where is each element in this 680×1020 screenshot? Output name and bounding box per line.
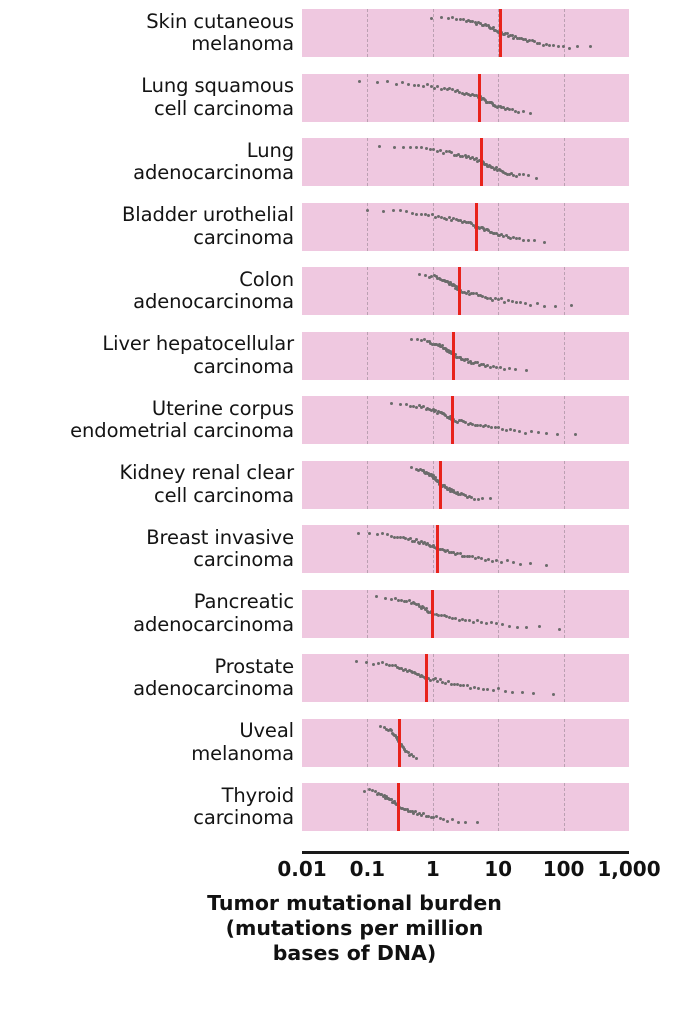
tumor-point: [420, 213, 423, 216]
tumor-point: [402, 146, 405, 149]
series-panel: [302, 590, 629, 638]
tumor-point: [422, 85, 425, 88]
gridline: [564, 525, 566, 573]
cancer-type-label: [0, 462, 302, 507]
median-line: [475, 203, 478, 251]
series-panel: [302, 332, 629, 380]
tumor-point: [527, 174, 530, 177]
tumor-point: [513, 429, 516, 432]
tumor-point: [508, 625, 511, 628]
tumor-point: [418, 273, 421, 276]
gridline: [498, 783, 500, 831]
cancer-type-label: [0, 269, 302, 314]
tumor-point: [407, 83, 410, 86]
gridline: [564, 332, 566, 380]
gridline: [367, 590, 369, 638]
tumor-point: [574, 433, 577, 436]
tumor-point: [570, 304, 573, 307]
tumor-point: [412, 755, 415, 758]
cancer-type-label-line: Liver hepatocellular: [102, 332, 294, 356]
tumor-point: [432, 148, 435, 151]
gridline: [564, 9, 566, 57]
cancer-type-row: [0, 396, 680, 444]
tumor-point: [495, 366, 498, 369]
median-line: [397, 783, 400, 831]
tumor-point: [399, 209, 402, 212]
x-axis-title-line: Tumor mutational burden: [207, 890, 502, 915]
tumor-point: [454, 617, 457, 620]
series-panel: [302, 783, 629, 831]
cancer-type-label: [0, 398, 302, 443]
tumor-point: [382, 210, 385, 213]
series-panel: [302, 396, 629, 444]
gridline: [564, 783, 566, 831]
cancer-type-label-line: adenocarcinoma: [133, 612, 294, 636]
gridline: [564, 590, 566, 638]
gridline: [498, 719, 500, 767]
tumor-point: [363, 790, 366, 793]
series-panel: [302, 719, 629, 767]
gridline: [498, 654, 500, 702]
cancer-type-label-line: carcinoma: [193, 225, 294, 249]
tumor-point: [499, 366, 502, 369]
gridline: [498, 267, 500, 315]
tumor-point: [426, 83, 429, 86]
tumor-point: [516, 626, 519, 629]
tumor-point: [384, 597, 387, 600]
tumor-point: [537, 431, 540, 434]
tumor-point: [390, 598, 393, 601]
median-line: [436, 525, 439, 573]
x-axis-title-line: (mutations per million: [225, 915, 484, 940]
tumor-point: [477, 498, 480, 501]
tumor-point: [429, 148, 432, 151]
gridline: [498, 396, 500, 444]
x-tick-label: 0.01: [277, 856, 327, 881]
tumor-point: [381, 532, 384, 535]
gridline: [564, 461, 566, 509]
cancer-type-label-line: melanoma: [191, 32, 294, 55]
tumor-point: [476, 619, 479, 622]
tumor-point: [377, 662, 380, 665]
gridline: [367, 138, 369, 186]
tumor-point: [415, 146, 418, 149]
cancer-type-label-line: Uveal: [239, 719, 294, 743]
tumor-point: [536, 302, 539, 305]
tumor-point: [490, 621, 493, 624]
x-axis-title-line: bases of DNA): [272, 940, 437, 965]
tumor-point: [545, 564, 548, 567]
gridline: [498, 590, 500, 638]
tumor-point: [554, 305, 557, 308]
tumor-point: [500, 297, 503, 300]
median-line: [398, 719, 401, 767]
tumor-point: [381, 661, 384, 664]
series-panel: [302, 461, 629, 509]
gridline: [433, 396, 435, 444]
x-tick-label: 1: [425, 856, 440, 881]
tumor-point: [401, 81, 404, 84]
tumor-point: [424, 274, 427, 277]
gridline: [367, 461, 369, 509]
tumor-point: [543, 241, 546, 244]
median-line: [480, 138, 483, 186]
tumor-point: [379, 725, 382, 728]
cancer-type-label: [0, 656, 302, 701]
x-axis-title: [80, 891, 629, 966]
tumor-point: [589, 45, 592, 48]
tumor-point: [462, 684, 465, 687]
tumor-point: [430, 17, 433, 20]
cancer-type-label-line: Lung: [246, 138, 294, 162]
tumor-point: [366, 209, 369, 212]
tumor-point: [492, 689, 495, 692]
gridline: [498, 525, 500, 573]
tumor-point: [505, 429, 508, 432]
cancer-type-label: [0, 333, 302, 378]
tumor-point: [522, 239, 525, 242]
tumor-point: [545, 43, 548, 46]
cancer-type-label-line: adenocarcinoma: [133, 290, 294, 313]
cancer-type-label-line: Lung squamous: [141, 74, 294, 98]
gridline: [433, 783, 435, 831]
cancer-type-label-line: carcinoma: [193, 548, 294, 571]
tumor-point: [519, 301, 522, 304]
cancer-type-row: [0, 719, 680, 767]
tumor-point: [515, 301, 518, 304]
gridline: [433, 138, 435, 186]
tumor-point: [521, 691, 524, 694]
cancer-type-label: [0, 785, 302, 830]
cancer-type-label-line: Colon: [239, 267, 294, 291]
tumor-point: [415, 213, 418, 216]
cancer-type-label-line: Prostate: [214, 654, 294, 678]
tumor-point: [410, 466, 413, 469]
tumor-point: [436, 85, 439, 88]
tumor-point: [480, 557, 483, 560]
tumor-point: [508, 367, 511, 370]
tumor-point: [529, 304, 532, 307]
tumor-point: [552, 44, 555, 47]
tumor-point: [355, 660, 358, 663]
tumor-point: [390, 402, 393, 405]
cancer-type-row: [0, 332, 680, 380]
x-tick-label: 10: [484, 856, 513, 881]
tumor-point: [529, 562, 532, 565]
tumor-point: [386, 533, 389, 536]
gridline: [564, 267, 566, 315]
cancer-type-label-line: Uterine corpus: [151, 396, 294, 420]
tumor-point: [481, 497, 484, 500]
tumor-point: [525, 369, 528, 372]
tumor-point: [480, 621, 483, 624]
gridline: [367, 74, 369, 122]
gridline: [498, 138, 500, 186]
cancer-type-row: [0, 525, 680, 573]
tumor-point: [358, 80, 361, 83]
tumor-point: [525, 626, 528, 629]
tumor-point: [491, 560, 494, 563]
tumor-point: [395, 83, 398, 86]
tumor-point: [416, 338, 419, 341]
tumor-point: [529, 112, 532, 115]
cancer-type-row: [0, 783, 680, 831]
tumor-point: [517, 111, 520, 114]
tumor-point: [556, 433, 559, 436]
tumor-point: [507, 299, 510, 302]
cancer-type-label-line: cell carcinoma: [154, 483, 294, 507]
median-line: [452, 332, 455, 380]
tumor-point: [415, 757, 418, 760]
cancer-type-label: [0, 591, 302, 636]
series-panel: [302, 74, 629, 122]
tumor-point: [417, 84, 420, 87]
gridline: [433, 203, 435, 251]
tumor-point: [468, 619, 471, 622]
gridline: [564, 138, 566, 186]
tumor-point: [518, 430, 521, 433]
tumor-point: [487, 558, 490, 561]
tumor-point: [482, 688, 485, 691]
gridline: [367, 396, 369, 444]
series-panel: [302, 267, 629, 315]
tumor-point: [411, 212, 414, 215]
tumor-point: [527, 239, 530, 242]
median-line: [451, 396, 454, 444]
median-line: [425, 654, 428, 702]
gridline: [564, 719, 566, 767]
series-panel: [302, 525, 629, 573]
gridline: [433, 9, 435, 57]
gridline: [498, 461, 500, 509]
tumor-point: [535, 177, 538, 180]
tumor-point: [514, 368, 517, 371]
cancer-type-row: [0, 138, 680, 186]
tumor-point: [472, 621, 475, 624]
x-axis: [207, 851, 661, 971]
series-panel: [302, 138, 629, 186]
cancer-type-row: [0, 590, 680, 638]
tumor-point: [519, 563, 522, 566]
series-panel: [302, 203, 629, 251]
tumor-point: [484, 559, 487, 562]
tumor-point: [357, 532, 360, 535]
tumor-point: [558, 628, 561, 631]
cancer-type-label: [0, 75, 302, 120]
cancer-type-label-line: Breast invasive: [146, 525, 294, 549]
cancer-type-label: [0, 11, 302, 56]
cancer-type-row: [0, 203, 680, 251]
cancer-type-label-line: endometrial carcinoma: [70, 419, 294, 442]
tumor-point: [378, 145, 381, 148]
gridline: [498, 203, 500, 251]
gridline: [498, 332, 500, 380]
cancer-type-row: [0, 654, 680, 702]
tumor-point: [457, 821, 460, 824]
tumor-point: [557, 45, 560, 48]
tumor-point: [425, 147, 428, 150]
tumor-point: [538, 625, 541, 628]
tumor-point: [506, 559, 509, 562]
tumor-point: [489, 497, 492, 500]
tumor-point: [548, 44, 551, 47]
tumor-point: [393, 146, 396, 149]
tumor-point: [427, 214, 430, 217]
tumor-point: [473, 686, 476, 689]
x-tick-label: 0.1: [349, 856, 386, 881]
gridline: [433, 719, 435, 767]
tumor-point: [568, 47, 571, 50]
tumor-point: [464, 619, 467, 622]
cancer-type-label-line: carcinoma: [193, 806, 294, 829]
tumor-point: [576, 45, 579, 48]
tumor-point: [413, 84, 416, 87]
tumor-point: [420, 146, 423, 149]
tumor-point: [501, 623, 504, 626]
tumor-point: [405, 403, 408, 406]
tumor-point: [509, 428, 512, 431]
tumor-point: [376, 81, 379, 84]
tumor-point: [543, 305, 546, 308]
gridline: [367, 332, 369, 380]
tumor-point: [511, 300, 514, 303]
median-line: [439, 461, 442, 509]
tumor-point: [469, 687, 472, 690]
tumor-point: [518, 173, 521, 176]
axis-line: [302, 851, 629, 854]
tumor-point: [464, 821, 467, 824]
tumor-point: [533, 239, 536, 242]
tumor-point: [504, 690, 507, 693]
gridline: [564, 654, 566, 702]
cancer-type-row: [0, 74, 680, 122]
tumor-point: [524, 302, 527, 305]
series-panel: [302, 9, 629, 57]
tumor-point: [486, 688, 489, 691]
tumor-point: [435, 815, 438, 818]
gridline: [433, 74, 435, 122]
tumor-point: [455, 18, 458, 21]
tumor-point: [503, 368, 506, 371]
cancer-type-row: [0, 9, 680, 57]
cancer-type-label-line: carcinoma: [193, 354, 294, 378]
cancer-type-label: [0, 720, 302, 765]
cancer-type-row: [0, 267, 680, 315]
tumor-point: [485, 622, 488, 625]
tumor-point: [376, 533, 379, 536]
tumor-point: [446, 820, 449, 823]
tumor-point: [473, 498, 476, 501]
median-line: [458, 267, 461, 315]
tumor-point: [439, 817, 442, 820]
tumor-point: [503, 301, 506, 304]
cancer-type-label-line: adenocarcinoma: [133, 677, 294, 700]
tumor-point: [392, 209, 395, 212]
tumor-point: [386, 80, 389, 83]
gridline: [367, 719, 369, 767]
tumor-point: [409, 146, 412, 149]
tumor-point: [501, 428, 504, 431]
tumor-point: [476, 821, 479, 824]
gridline: [564, 203, 566, 251]
tumor-point: [552, 693, 555, 696]
tumor-point: [532, 692, 535, 695]
cancer-type-label-line: Pancreatic: [193, 590, 294, 614]
tumor-point: [451, 818, 454, 821]
gridline: [498, 74, 500, 122]
tumor-point: [530, 430, 533, 433]
tumor-point: [399, 403, 402, 406]
tumor-point: [477, 687, 480, 690]
tumor-point: [500, 561, 503, 564]
tumor-point: [368, 532, 371, 535]
cancer-type-label-line: Skin cutaneous: [146, 9, 294, 33]
cancer-type-label-line: cell carcinoma: [154, 96, 294, 120]
tumor-point: [405, 210, 408, 213]
median-line: [431, 590, 434, 638]
tumor-point: [562, 45, 565, 48]
median-line: [499, 9, 502, 57]
gridline: [564, 396, 566, 444]
cancer-type-label: [0, 140, 302, 185]
gridline: [367, 267, 369, 315]
tumor-point: [447, 17, 450, 20]
gridline: [564, 74, 566, 122]
cancer-type-label: [0, 204, 302, 249]
tumor-point: [518, 237, 521, 240]
tumor-point: [522, 110, 525, 113]
gridline: [433, 461, 435, 509]
tumor-point: [524, 432, 527, 435]
x-tick-label: 100: [542, 856, 585, 881]
cancer-type-label-line: Bladder urothelial: [122, 203, 294, 227]
cancer-type-label: [0, 527, 302, 572]
median-line: [478, 74, 481, 122]
gridline: [367, 9, 369, 57]
tumor-point: [522, 173, 525, 176]
cancer-type-label-line: Kidney renal clear: [119, 461, 294, 485]
tumor-point: [372, 663, 375, 666]
tumor-point: [442, 818, 445, 821]
tumor-point: [511, 691, 514, 694]
cancer-type-row: [0, 461, 680, 509]
series-panel: [302, 654, 629, 702]
cancer-type-label-line: Thyroid: [221, 783, 294, 807]
tumor-point: [375, 595, 378, 598]
cancer-type-label-line: melanoma: [191, 741, 294, 765]
tumor-point: [410, 338, 413, 341]
tumor-point: [466, 684, 469, 687]
tumor-point: [545, 432, 548, 435]
gridline: [433, 332, 435, 380]
tumor-point: [512, 561, 515, 564]
tumor-point: [440, 16, 443, 19]
x-tick-label: 1,000: [597, 856, 661, 881]
tumor-point: [424, 213, 427, 216]
tumor-point: [451, 16, 454, 19]
cancer-type-label-line: adenocarcinoma: [133, 161, 294, 184]
